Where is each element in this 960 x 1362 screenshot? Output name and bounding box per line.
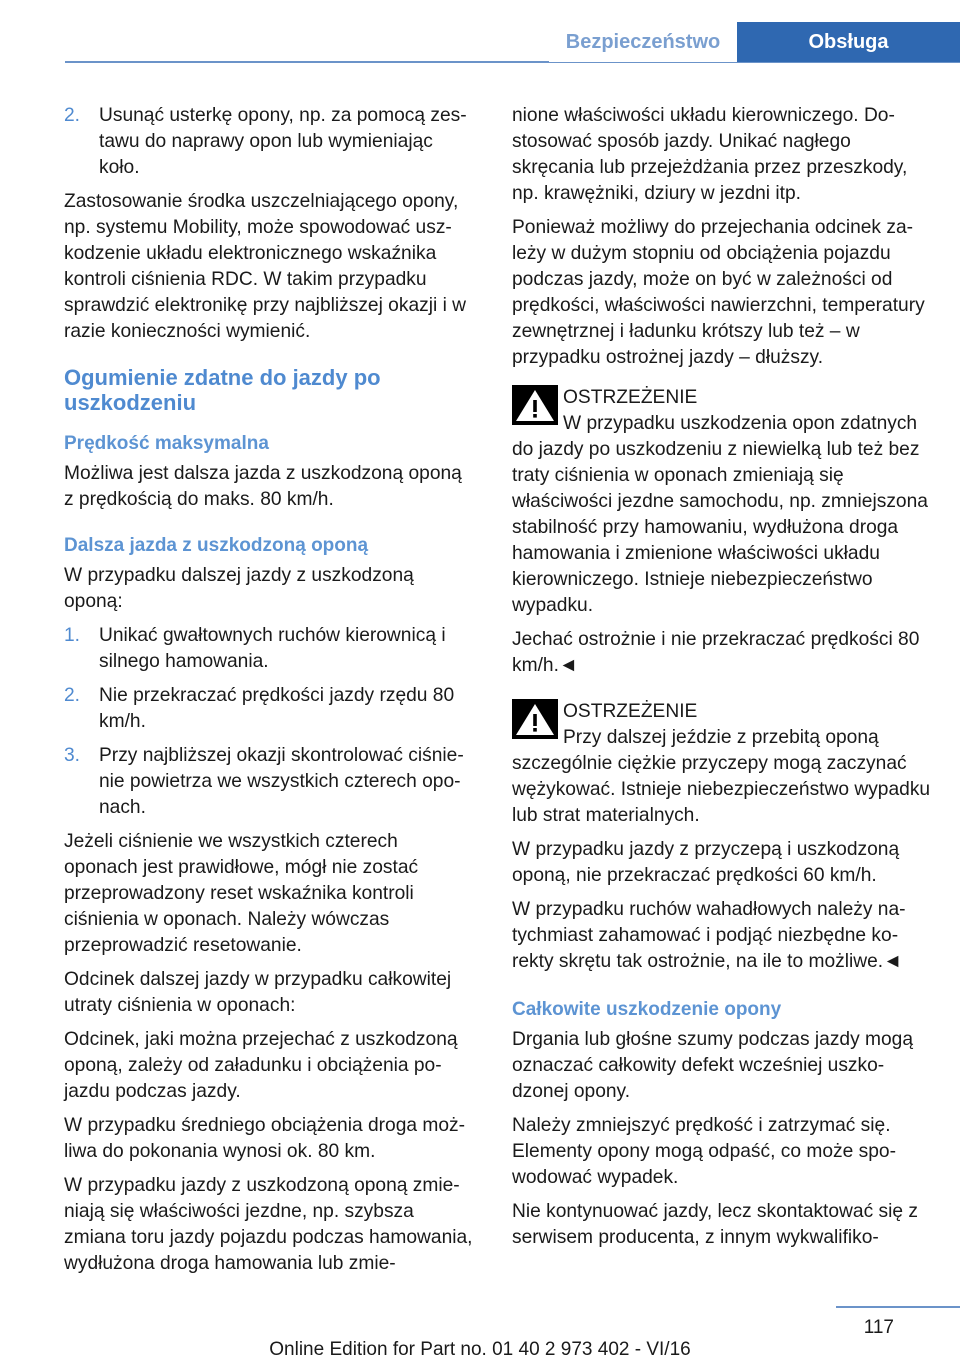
- paragraph: Nie kontynuować jazdy, lecz skontaktować się z serwisem producenta, z innym wykwalifiko-: [512, 1201, 918, 1248]
- list-text: Przy najbliższej okazji skontrolować ciśnienie powietrza we wszystkich czterech oponach.: [99, 745, 464, 818]
- warning-text: Przy dalszej jeździe z przebitą oponą szczególnie ciężkie przyczepy mogą zaczynać wężykować. Istnieje niebezpieczeństwo wypadku lub strat materialnych.: [512, 727, 931, 826]
- paragraph: Odcinek, jaki można przejechać z uszkodzoną oponą, zależy od załadunku i obciążenia pojazdu podczas jazdy.: [64, 1029, 458, 1102]
- paragraph: Drgania lub głośne szumy podczas jazdy mogą oznaczać całkowity defekt wcześniej uszkodzonej opony.: [512, 1029, 914, 1102]
- tab-operation[interactable]: Obsługa: [737, 22, 960, 62]
- subheading: Całkowite uszkodzenie opony: [512, 999, 782, 1020]
- warning-text: W przypadku uszkodzenia opon zdatnych do jazdy po uszkodzeniu z niewielką lub też bez traty ciśnienia w oponach zmieniają się właściwości jezdne samochodu, np. zmniejszona stabilność przy hamowaniu, wydłużona droga hamowania i zmienione właściwości układu kierowniczego. Istnieje niebezpieczeństwo wypadku.: [512, 413, 928, 616]
- subheading: Prędkość maksymalna: [64, 433, 269, 454]
- warning-title: OSTRZEŻENIE: [563, 701, 698, 722]
- list-text: Usunąć usterkę opony, np. za pomocą zestawu do naprawy opon lub wymieniając koło.: [99, 105, 467, 178]
- right-column: [512, 103, 932, 1259]
- paragraph: Należy zmniejszyć prędkość i zatrzymać się. Elementy opony mogą odpaść, co może spowodować wypadek.: [512, 1115, 896, 1188]
- paragraph: Ponieważ możliwy do przejechania odcinek zależy w dużym stopniu od obciążenia pojazdu podczas jazdy, może on być w zależności od prędkości, właściwości nawierzchni, temperatury zewnętrznej i ładunku krótszy lub też – w przypadku ostrożnej jazdy – dłuższy.: [512, 217, 925, 368]
- subheading: Dalsza jazda z uszkodzoną oponą: [64, 535, 369, 556]
- edition-footer: Online Edition for Part no. 01 40 2 973 402 - VI/16: [269, 1339, 691, 1360]
- list-continuation: Jeżeli ciśnienie we wszystkich czterech oponach jest prawidłowe, mógł nie zostać przeprowadzony reset wskaźnika kontroli ciśnienia w oponach. Należy wówczas przeprowadzić resetowanie.: [64, 831, 419, 956]
- list-item: [64, 623, 476, 675]
- paragraph: W przypadku dalszej jazdy z uszkodzoną oponą:: [64, 565, 414, 612]
- list-number: 3.: [64, 745, 81, 766]
- tab-safety[interactable]: Bezpieczeństwo: [549, 22, 737, 62]
- section-heading: Ogumienie zdatne do jazdy po uszkodzeniu: [64, 365, 381, 415]
- list-number: 2.: [64, 105, 81, 126]
- paragraph: Jechać ostrożnie i nie przekraczać prędkości 80 km/h.◄: [512, 629, 920, 676]
- left-column: [64, 103, 476, 1285]
- paragraph: W przypadku ruchów wahadłowych należy natychmiast zahamować i podjąć niezbędne korekty skrętu tak ostrożnie, na ile to możliwe.◄: [512, 899, 906, 972]
- list-item: [64, 103, 476, 181]
- list-number: 2.: [64, 685, 81, 706]
- warning-title: OSTRZEŻENIE: [563, 387, 698, 408]
- paragraph: W przypadku jazdy z uszkodzoną oponą zmieniają się właściwości jezdne, np. szybsza zmiana toru jazdy pojazdu podczas hamowania, wydłużona droga hamowania lub zmie-: [64, 1175, 473, 1274]
- list-text: Unikać gwałtownych ruchów kierownicą i silnego hamowania.: [99, 625, 446, 672]
- list-item: [64, 683, 476, 735]
- warning-icon: [512, 699, 558, 739]
- paragraph: Odcinek dalszej jazdy w przypadku całkowitej utraty ciśnienia w oponach:: [64, 969, 452, 1016]
- paragraph: Możliwa jest dalsza jazda z uszkodzoną oponą z prędkością do maks. 80 km/h.: [64, 463, 462, 510]
- paragraph: W przypadku jazdy z przyczepą i uszkodzoną oponą, nie przekraczać prędkości 60 km/h.: [512, 839, 900, 886]
- page-number: 117: [863, 1317, 894, 1338]
- list-number: 1.: [64, 625, 81, 646]
- footer-rule: [836, 1306, 960, 1308]
- warning-block: [512, 699, 932, 725]
- warning-block: [512, 385, 932, 411]
- warning-icon: [512, 385, 558, 425]
- paragraph: nione właściwości układu kierowniczego. Dostosować sposób jazdy. Unikać nagłego skręcania lub przejeżdżania przez przeszkody, np. krawężniki, dziury w jezdni itp.: [512, 105, 908, 204]
- list-item: [64, 743, 476, 821]
- list-text: Nie przekraczać prędkości jazdy rzędu 80 km/h.: [99, 685, 455, 732]
- paragraph: Zastosowanie środka uszczelniającego opony, np. systemu Mobility, może spowodować uszkodzenie układu elektronicznego wskaźnika kontroli ciśnienia RDC. W takim przypadku sprawdzić elektronikę przy najbliższej okazji i w razie konieczności wymienić.: [64, 191, 467, 342]
- paragraph: W przypadku średniego obciążenia droga możliwa do pokonania wynosi ok. 80 km.: [64, 1115, 466, 1162]
